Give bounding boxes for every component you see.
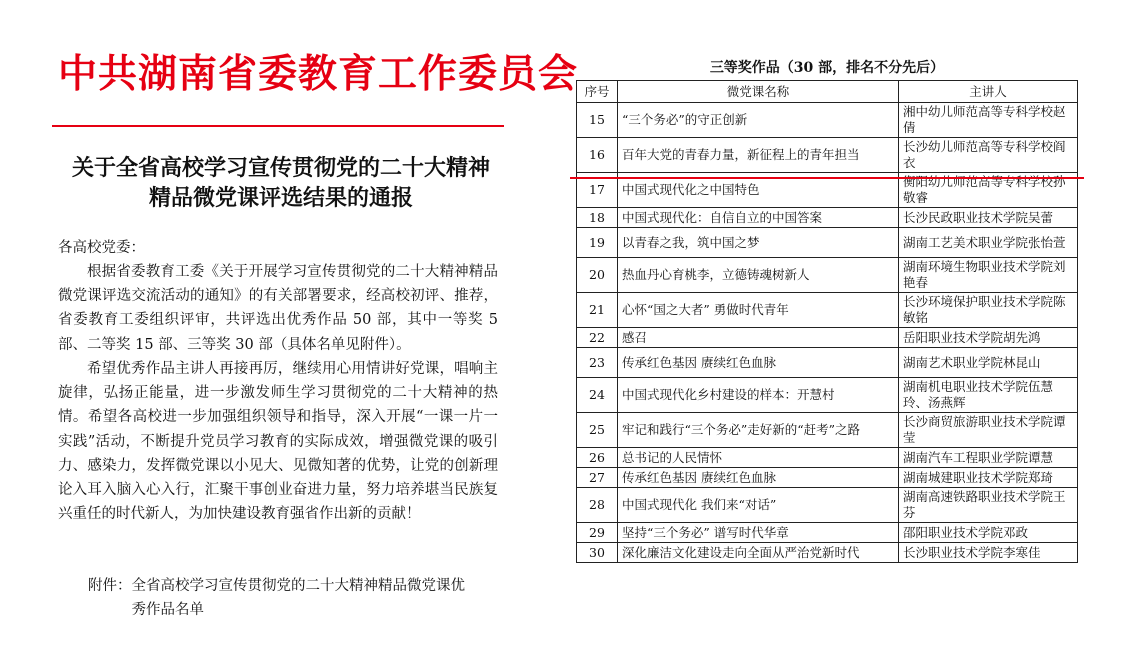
cell-title: 总书记的人民情怀 [618,448,899,468]
cell-speaker: 湘中幼儿师范高等专科学校赵倩 [899,103,1078,138]
cell-no: 18 [577,208,618,228]
cell-no: 28 [577,488,618,523]
cell-title: 感召 [618,328,899,348]
cell-title: 中国式现代化之中国特色 [618,173,899,208]
cell-speaker: 长沙民政职业技术学院吴蕾 [899,208,1078,228]
cell-title: 传承红色基因 赓续红色血脉 [618,468,899,488]
table-row [577,258,1078,293]
cell-no: 20 [577,258,618,293]
cell-speaker: 湖南高速铁路职业技术学院王芬 [899,488,1078,523]
cell-title: 百年大党的青春力量，新征程上的青年担当 [618,138,899,173]
header-title: 微党课名称 [618,81,899,103]
masthead: 中共湖南省委教育工作委员会 [58,51,579,97]
cell-title: 热血丹心育桃李，立德铸魂树新人 [618,258,899,293]
table-row [577,523,1078,543]
cell-speaker: 邵阳职业技术学院邓政 [899,523,1078,543]
cell-speaker: 岳阳职业技术学院胡先鸿 [899,328,1078,348]
attachment-label: 附件： [88,578,132,594]
title-line-1: 关于全省高校学习宣传贯彻党的二十大精神 [71,155,490,181]
cell-no: 22 [577,328,618,348]
table-row [577,228,1078,258]
cell-speaker: 湖南环境生物职业技术学院刘艳春 [899,258,1078,293]
paragraph-1: 根据省委教育工委《关于开展学习宣传贯彻党的二十大精神精品微党课评选交流活动的通知》的有关部署要求，经高校初评、推荐，省委教育工委组织评审，共评选出优秀作品 50 部，其中一等奖 5 部、二等奖 15 部、三等奖 30 部（具体名单见附件）。 [58,264,498,353]
table-row [577,543,1078,563]
cell-title: 中国式现代化乡村建设的样本：开慧村 [618,378,899,413]
table-row [577,328,1078,348]
table-row [577,448,1078,468]
cell-no: 17 [577,173,618,208]
attachment-text-1: 全省高校学习宣传贯彻党的二十大精神精品微党课优 [131,578,465,594]
cell-speaker: 湖南艺术职业学院林昆山 [899,348,1078,378]
cell-no: 15 [577,103,618,138]
cell-title: 牢记和践行“三个务必”走好新的“赶考”之路 [618,413,899,448]
cell-no: 25 [577,413,618,448]
table-header-row [577,81,1078,103]
table-row [577,348,1078,378]
table-caption: 三等奖作品（30 部，排名不分先后） [709,60,945,76]
cell-title: 中国式现代化 我们来“对话” [618,488,899,523]
cell-speaker: 衡阳幼儿师范高等专科学校孙敬睿 [899,173,1078,208]
header-no: 序号 [577,81,618,103]
cell-no: 27 [577,468,618,488]
cell-title: 传承红色基因 赓续红色血脉 [618,348,899,378]
cell-speaker: 湖南工艺美术职业学院张怡萱 [899,228,1078,258]
table-row [577,413,1078,448]
cell-speaker: 湖南城建职业技术学院郑琦 [899,468,1078,488]
table-row [577,103,1078,138]
title-line-2: 精品微党课评选结果的通报 [148,185,413,211]
table-row [577,468,1078,488]
cell-speaker: 长沙幼儿师范高等专科学校阎衣 [899,138,1078,173]
red-highlight-line [570,177,1084,179]
cell-title: 心怀“国之大者” 勇做时代青年 [618,293,899,328]
table-row [577,208,1078,228]
cell-speaker: 长沙环境保护职业技术学院陈敏铭 [899,293,1078,328]
cell-title: “三个务必”的守正创新 [618,103,899,138]
cell-title: 深化廉洁文化建设走向全面从严治党新时代 [618,543,899,563]
cell-no: 23 [577,348,618,378]
cell-no: 24 [577,378,618,413]
cell-no: 19 [577,228,618,258]
salutation: 各高校党委： [58,240,145,256]
table-row [577,488,1078,523]
attachment-text-2: 秀作品名单 [131,602,204,619]
cell-title: 以青春之我，筑中国之梦 [618,228,899,258]
cell-title: 中国式现代化：自信自立的中国答案 [618,208,899,228]
cell-no: 30 [577,543,618,563]
table-row [577,293,1078,328]
paragraph-2: 希望优秀作品主讲人再接再厉，继续用心用情讲好党课，唱响主旋律，弘扬正能量，进一步激发师生学习贯彻党的二十大精神的热情。希望各高校进一步加强组织领导和指导，深入开展“一课一片一实践”活动，不断提升党员学习教育的实际成效，增强微党课的吸引力、感染力，发挥微党课以小见大、见微知著的优势，让党的创新理论入耳入脑入心入行，汇聚干事创业奋进力量，努力培养堪当民族复兴重任的时代新人，为加快建设教育强省作出新的贡献！ [58,361,498,523]
document-title [55,153,507,213]
cell-speaker: 湖南机电职业技术学院伍慧玲、汤燕辉 [899,378,1078,413]
red-divider [52,125,504,127]
cell-no: 21 [577,293,618,328]
awards-table [576,80,1078,563]
cell-speaker: 长沙商贸旅游职业技术学院谭莹 [899,413,1078,448]
cell-no: 16 [577,138,618,173]
cell-speaker: 长沙职业技术学院李寒佳 [899,543,1078,563]
cell-title: 坚持“三个务必” 谱写时代华章 [618,523,899,543]
cell-speaker: 湖南汽车工程职业学院谭慧 [899,448,1078,468]
table-row [577,378,1078,413]
header-speaker: 主讲人 [899,81,1078,103]
cell-no: 29 [577,523,618,543]
cell-no: 26 [577,448,618,468]
table-row [577,138,1078,173]
attachment-note [88,574,488,622]
